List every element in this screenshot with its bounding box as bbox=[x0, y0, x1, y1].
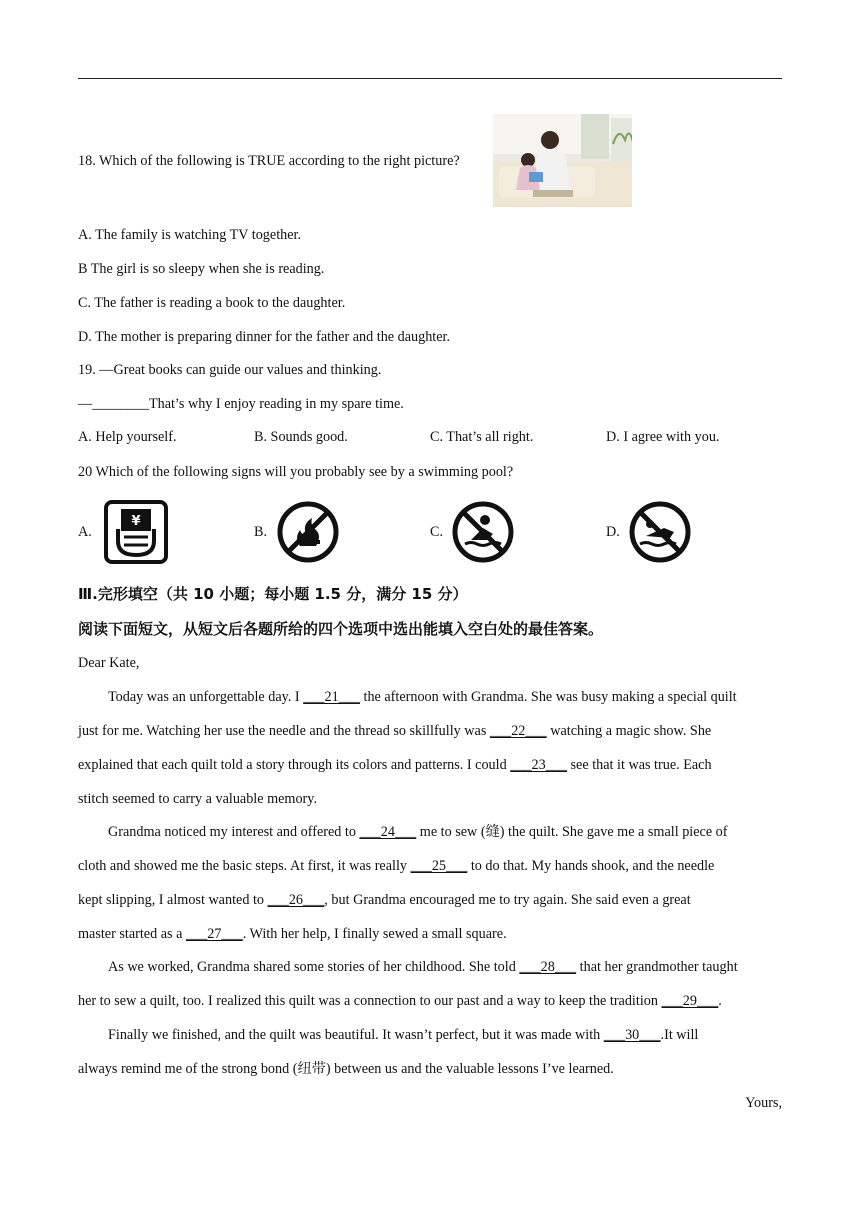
letter-line: cloth and showed me the basic steps. At first, it was really ___25___ to do that. My hands shook, and the needle bbox=[78, 858, 715, 874]
q19-option-d: D. I agree with you. bbox=[606, 429, 720, 445]
q18-option-c: C. The father is reading a book to the daughter. bbox=[78, 295, 346, 311]
letter-line: Today was an unforgettable day. I ___21___ the afternoon with Grandma. She was busy making a special quilt bbox=[108, 689, 737, 705]
header-rule bbox=[78, 78, 782, 79]
family-reading-photo bbox=[493, 114, 632, 207]
q19-option-a: A. Help yourself. bbox=[78, 429, 177, 445]
q20-stem: 20 Which of the following signs will you probably see by a swimming pool? bbox=[78, 464, 514, 480]
section3-heading: Ⅲ.完形填空（共 10 小题；每小题 1.5 分，满分 15 分） bbox=[78, 585, 468, 603]
blank-24[interactable]: ___24___ bbox=[359, 824, 417, 840]
letter-line: Grandma noticed my interest and offered to ___24___ me to sew (缝) the quilt. She gave me a small piece of bbox=[108, 824, 728, 840]
letter-line: As we worked, Grandma shared some stories of her childhood. She told ___28___ that her grandmother taught bbox=[108, 959, 738, 975]
blank-25[interactable]: ___25___ bbox=[410, 858, 468, 874]
q20-label-b: B. bbox=[254, 524, 268, 540]
q18-option-a: A. The family is watching TV together. bbox=[78, 227, 302, 243]
no-money-sign-icon bbox=[102, 499, 168, 565]
q19-reply: —________That’s why I enjoy reading in my spare time. bbox=[78, 396, 404, 412]
letter-line: explained that each quilt told a story through its colors and patterns. I could ___23___ see that it was true. Each bbox=[78, 757, 712, 773]
q20-label-d: D. bbox=[606, 524, 620, 540]
blank-27[interactable]: ___27___ bbox=[185, 926, 243, 942]
q20-label-c: C. bbox=[430, 524, 444, 540]
blank-23[interactable]: ___23___ bbox=[510, 757, 567, 773]
q18-stem: 18. Which of the following is TRUE according to the right picture? bbox=[78, 153, 460, 169]
blank-29[interactable]: ___29___ bbox=[661, 993, 719, 1009]
no-fire-sign-icon bbox=[276, 500, 342, 566]
letter-greeting: Dear Kate, bbox=[78, 655, 140, 671]
q19-option-c: C. That’s all right. bbox=[430, 429, 534, 445]
q18-option-d: D. The mother is preparing dinner for the father and the daughter. bbox=[78, 329, 451, 345]
blank-21[interactable]: ___21___ bbox=[303, 689, 360, 705]
svg-text:¥: ¥ bbox=[131, 514, 141, 529]
q19-stem: 19. —Great books can guide our values and thinking. bbox=[78, 362, 382, 378]
blank-26[interactable]: ___26___ bbox=[267, 892, 325, 908]
blank-22[interactable]: ___22___ bbox=[489, 723, 547, 739]
q19-option-b: B. Sounds good. bbox=[254, 429, 348, 445]
section3-instruction: 阅读下面短文，从短文后各题所给的四个选项中选出能填入空白处的最佳答案。 bbox=[78, 620, 604, 638]
blank-30[interactable]: ___30___ bbox=[603, 1027, 661, 1043]
letter-line: her to sew a quilt, too. I realized this quilt was a connection to our past and a way to keep the tradition ___29___. bbox=[78, 993, 722, 1009]
letter-line: master started as a ___27___. With her help, I finally sewed a small square. bbox=[78, 926, 507, 942]
no-swimming-sign-icon bbox=[628, 500, 694, 566]
letter-line: stitch seemed to carry a valuable memory. bbox=[78, 791, 317, 807]
q18-option-b: B The girl is so sleepy when she is reading. bbox=[78, 261, 325, 277]
no-diving-sign-icon bbox=[451, 500, 517, 566]
q20-label-a: A. bbox=[78, 524, 92, 540]
letter-line: always remind me of the strong bond (纽带) between us and the valuable lessons I’ve learned. bbox=[78, 1061, 614, 1077]
letter-line: Finally we finished, and the quilt was beautiful. It wasn’t perfect, but it was made with ___30___.It will bbox=[108, 1027, 699, 1043]
letter-line: kept slipping, I almost wanted to ___26___, but Grandma encouraged me to try again. She said even a great bbox=[78, 892, 691, 908]
letter-closing: Yours, bbox=[745, 1095, 782, 1111]
blank-28[interactable]: ___28___ bbox=[519, 959, 577, 975]
letter-line: just for me. Watching her use the needle and the thread so skillfully was ___22___ watching a magic show. She bbox=[78, 723, 712, 739]
